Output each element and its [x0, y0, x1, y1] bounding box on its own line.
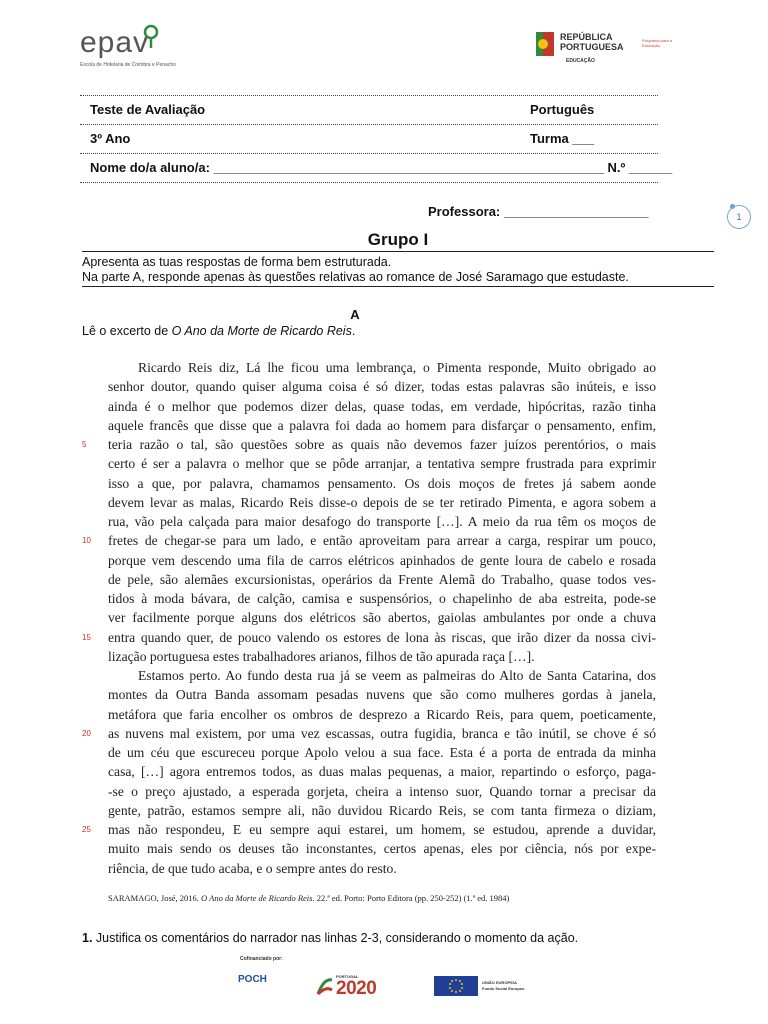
subject-label: Português — [530, 102, 595, 117]
line-number: 15 — [82, 632, 91, 642]
group-title: Grupo I — [82, 230, 714, 252]
excerpt-line: metáfora que faria encolher os ombros de desprezo a Ricardo Reis, para quem, poeticamente, — [108, 706, 656, 722]
excerpt-line: Estamos perto. Ao fundo desta rua já se veem as palmeiras do Alto de Santa Catarina, dos — [138, 668, 656, 683]
year-label: 3º Ano — [90, 131, 131, 146]
republic-text: REPÚBLICA PORTUGUESA — [560, 32, 624, 52]
excerpt-line: ainda é o melhor que podemos dizer delas, quase todas, em verdade, hipócritas, razão tinha — [108, 398, 656, 414]
book-title: O Ano da Morte de Ricardo Reis — [171, 324, 352, 338]
excerpt-line: rua, vão pela calçada para maior desafogo do transporte […]. A meio da rua têm os moços de — [108, 514, 656, 529]
instruction-line: Apresenta as tuas respostas de forma bem estruturada. — [82, 255, 392, 269]
portugal-2020-swoosh-icon — [316, 976, 334, 996]
line-number: 20 — [82, 728, 91, 738]
question-1 — [82, 931, 578, 945]
excerpt-line: aquele francês que disse que a palavra foi dada ao homem para disfarçar o pensamento, enfim, — [108, 417, 656, 433]
instruction-line: Na parte A, responde apenas às questões relativas ao romance de José Saramago que estudaste. — [82, 270, 629, 284]
test-label: Teste de Avaliação — [90, 102, 206, 117]
program-logo-text: Programa para a Educação — [642, 38, 673, 48]
excerpt-line: certo é ser a palavra o melhor que se pôde arranjar, a tentativa sempre frustrada para exprimir — [108, 456, 656, 472]
form-row-name — [80, 153, 673, 183]
excerpt-line: Ricardo Reis diz, Lá lhe ficou uma lembrança, o Pimenta responde, Muito obrigado ao — [138, 360, 656, 375]
student-name-field: Nome do/a aluno/a: ______________________________________________________ N.º ______ — [90, 160, 673, 175]
excerpt-line: casa, […] agora entremos todos, as duas malas pequenas, a maior, repartindo o esforço, paga- — [108, 764, 656, 780]
excerpt-line: de um céu que escureceu porque Apolo velou a sua face. Esta é a porta de entrada da minha — [108, 745, 656, 760]
school-logo — [80, 28, 190, 72]
question-number: 1. — [82, 931, 93, 945]
excerpt-line: mas não respondeu, E eu sempre aqui estarei, um homem, se estudou, aprende a duvidar, — [108, 822, 656, 837]
line-number: 10 — [82, 536, 91, 546]
cofinanced-label: Cofinanciado por: — [240, 956, 283, 962]
section-letter: A — [350, 307, 360, 322]
republic-subtitle: EDUCAÇÃO — [566, 58, 595, 64]
excerpt-line: devem levar as malas, Ricardo Reis disse-o depois de se ter retirado Pimenta, e agora sobem a — [108, 494, 656, 510]
excerpt-line: riência, de que tudo acaba, e o sempre antes do resto. — [108, 860, 397, 876]
excerpt-line: lização portuguesa estes trabalhadores arianos, filhos de tão apurada raça […]. — [108, 648, 535, 664]
school-logo-text: epav — [80, 26, 150, 59]
excerpt-line: porque vem descendo uma fila de carros elétricos apinhados de gente loura de cabelo e rosada — [108, 552, 656, 568]
class-field: Turma ___ — [530, 131, 595, 146]
excerpt-text — [108, 358, 656, 878]
excerpt-line: ver facilmente porque alguns dos elétricos são abertos, gaiolas ambulantes por onde a chuva — [108, 610, 656, 626]
section-lead: Lê o excerto de O Ano da Morte de Ricardo Reis. — [82, 324, 356, 338]
excerpt-line: as nuvens mal existem, por uma vez escassas, outra fugidia, branca e tão inútil, se chove é só — [108, 725, 656, 741]
form-row-test — [80, 95, 658, 124]
group-instructions — [82, 255, 714, 287]
excerpt-line: -se o preço ajustado, a esperada gorjeta, cheira a intenso suor, Quando tornar a precisar da — [108, 783, 656, 799]
excerpt-line: tidos à moda bávara, de calção, camisa e suspensórios, o chapelinho de aba estreita, pode-se — [108, 591, 656, 606]
line-number: 5 — [82, 440, 87, 449]
poch-logo: POCH — [238, 974, 267, 985]
excerpt-line: isso a que, por palavra, chamamos pensamento. Os dois moços de fretes já sabem aonde — [108, 475, 656, 491]
republic-logo — [536, 30, 676, 70]
excerpt-line: senhor doutor, quando quiser alguma coisa é só dizer, todas estas palavras são inúteis, e isso — [108, 379, 656, 395]
eu-flag-icon — [434, 976, 478, 996]
professor-field: Professora: ____________________ — [428, 204, 649, 219]
source-citation: SARAMAGO, José, 2016. O Ano da Morte de Ricardo Reis. 22.ª ed. Porto: Porto Editora (pp. 250-252) (1.ª ed. 1984) — [108, 893, 510, 903]
excerpt-line: montes da Outra Banda assomam pesadas nuvens que são como mulheres gordas à janela, — [108, 687, 656, 703]
republic-shield-icon — [536, 32, 554, 56]
excerpt-line: muito mais sendo os deuses tão inconstantes, certos apenas, eles por ciência, nós por expe- — [108, 841, 656, 857]
excerpt-line: fretes de chegar-se para um lado, e então aproveitam para arrear a carga, respirar um pouco, — [108, 533, 656, 549]
comment-badge[interactable]: 1 — [727, 205, 751, 229]
eu-label: UNIÃO EUROPEIA Fundo Social Europeu — [482, 980, 525, 991]
question-text: Justifica os comentários do narrador nas linhas 2-3, considerando o momento da ação. — [92, 931, 579, 945]
excerpt-line: gente, patrão, estamos sempre ali, não duvidou Ricardo Reis, se com tanta firmeza o diziam, — [108, 802, 656, 818]
leaf-icon — [140, 24, 162, 48]
excerpt-line: teria razão o tal, são questões sobre as quais não devemos fazer juízos perentórios, o mais — [108, 437, 656, 452]
excerpt-line: entra quando quer, de pouco valendo os estores de lona às riscas, que irão dizer da nossa civi- — [108, 629, 656, 645]
line-number: 25 — [82, 825, 91, 834]
test-header-form — [80, 95, 673, 183]
school-logo-subtitle: Escola de Hotelaria de Coimbra e Penacho — [80, 62, 176, 68]
form-row-year — [80, 124, 658, 153]
excerpt-line: de pele, são alemães excursionistas, operários da Frente Alemã do Trabalho, quase todos ves- — [108, 571, 656, 587]
